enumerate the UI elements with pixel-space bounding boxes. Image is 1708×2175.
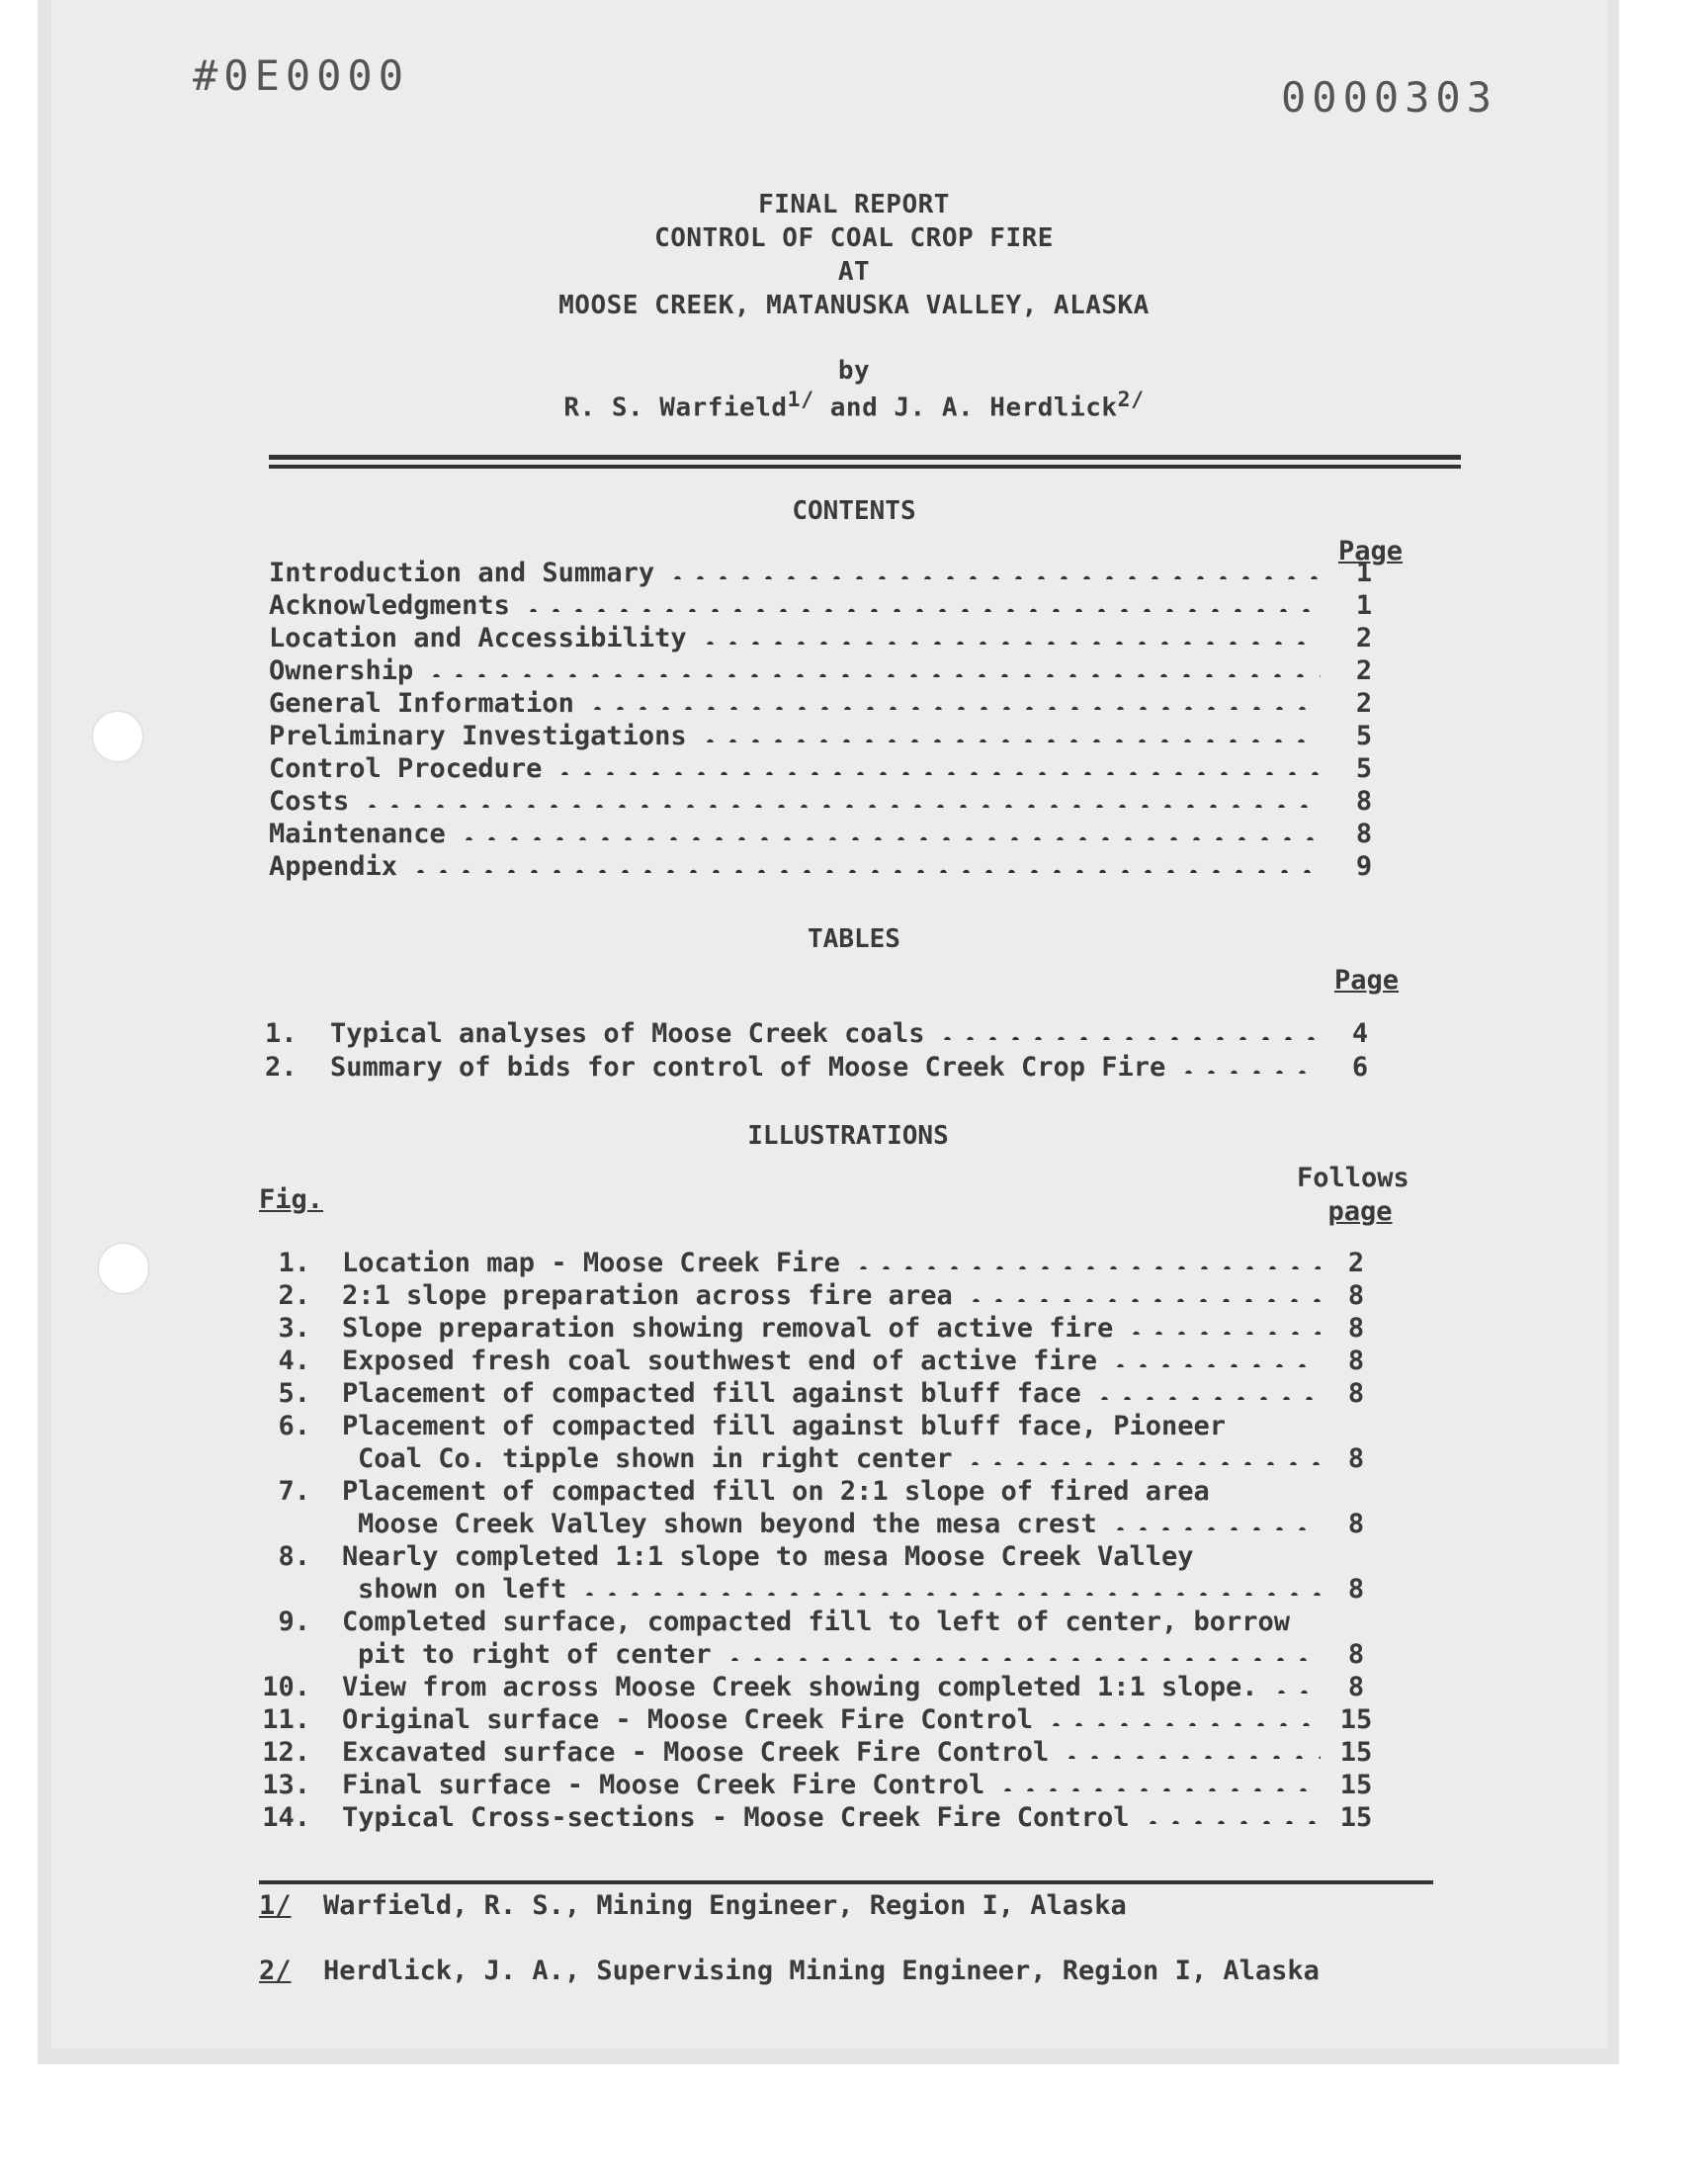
figure-caption-line: Completed surface, compacted fill to left of center, borrow — [342, 1607, 1291, 1637]
follows-page-label: page — [1327, 1196, 1393, 1227]
figure-number: 12. — [262, 1737, 310, 1768]
figure-leader — [964, 1461, 1321, 1465]
figure-number: 10. — [262, 1672, 310, 1702]
tables-page-label: Page — [1334, 965, 1400, 996]
contents-item-leader — [522, 608, 1321, 612]
figure-number: 7. — [278, 1476, 310, 1507]
figure-page: 8 — [1347, 1509, 1365, 1539]
figure-caption-line: Location map - Moose Creek Fire — [342, 1248, 840, 1278]
figure-page: 8 — [1347, 1574, 1365, 1605]
table-item-leader — [936, 1036, 1321, 1040]
footnote-1-text: Warfield, R. S., Mining Engineer, Region I, Alaska — [323, 1890, 1127, 1921]
contents-item-label: Ownership — [269, 655, 414, 686]
table-item-number: 1. — [265, 1018, 298, 1049]
footnote-1 — [259, 1890, 1127, 1921]
author-b: and J. A. Herdlick — [813, 392, 1118, 423]
authors-line — [0, 384, 1708, 425]
follows-label: Follows — [1297, 1163, 1409, 1193]
footnote-rule — [259, 1880, 1433, 1884]
figure-leader — [1270, 1690, 1321, 1694]
figure-number: 2. — [278, 1280, 310, 1311]
title-line-4: MOOSE CREEK, MATANUSKA VALLEY, ALASKA — [558, 291, 1150, 320]
figure-number: 5. — [278, 1378, 310, 1409]
figure-caption-line: 2:1 slope preparation across fire area — [342, 1280, 953, 1311]
figure-page: 8 — [1347, 1346, 1365, 1376]
figure-number: 8. — [278, 1541, 310, 1572]
figure-caption-line: Placement of compacted fill against bluff face — [342, 1378, 1081, 1409]
report-title — [0, 188, 1708, 322]
figure-page: 8 — [1347, 1280, 1365, 1311]
contents-item-page: 8 — [1355, 819, 1373, 849]
contents-item-page: 2 — [1355, 623, 1373, 653]
contents-item-label: General Information — [269, 688, 574, 719]
contents-item-page: 5 — [1355, 753, 1373, 784]
figure-leader — [996, 1787, 1321, 1791]
figure-caption-line: Slope preparation showing removal of active fire — [342, 1313, 1114, 1344]
table-item-leader — [1177, 1070, 1321, 1074]
figure-leader — [965, 1298, 1321, 1302]
figure-page: 15 — [1339, 1737, 1373, 1768]
contents-item-page: 2 — [1355, 688, 1373, 719]
author-a: R. S. Warfield — [563, 392, 788, 423]
figure-caption-line: View from across Moose Creek showing completed 1:1 slope. — [342, 1672, 1258, 1702]
figure-caption-line: shown on left — [358, 1574, 567, 1605]
figure-leader — [1045, 1722, 1321, 1726]
double-rule-bottom — [269, 465, 1461, 469]
contents-item-leader — [699, 739, 1321, 742]
figure-caption-line: Original surface - Moose Creek Fire Control — [342, 1704, 1033, 1735]
figure-leader — [1142, 1820, 1321, 1824]
contents-item-page: 1 — [1355, 558, 1373, 588]
figure-page: 8 — [1347, 1672, 1365, 1702]
figure-caption-line: Placement of compacted fill against bluff face, Pioneer — [342, 1411, 1227, 1441]
contents-item-page: 9 — [1355, 851, 1373, 882]
contents-item-leader — [425, 673, 1321, 677]
contents-item-leader — [554, 771, 1321, 775]
contents-item-label: Control Procedure — [269, 753, 543, 784]
figure-caption-line: Exposed fresh coal southwest end of active fire — [342, 1346, 1098, 1376]
title-line-1: FINAL REPORT — [758, 190, 950, 219]
contents-item-label: Costs — [269, 786, 350, 817]
stamp-left: #0E0000 — [193, 51, 410, 100]
figure-caption-line: Moose Creek Valley shown beyond the mesa crest — [358, 1509, 1097, 1539]
table-item-label: Typical analyses of Moose Creek coals — [330, 1018, 925, 1049]
table-item-number: 2. — [265, 1052, 298, 1083]
figure-number: 11. — [262, 1704, 310, 1735]
contents-item-label: Appendix — [269, 851, 398, 882]
figure-leader — [1093, 1396, 1321, 1400]
contents-item-label: Acknowledgments — [269, 590, 510, 621]
figure-caption-line: Typical Cross-sections - Moose Creek Fire Control — [342, 1802, 1130, 1833]
illustrations-heading: ILLUSTRATIONS — [747, 1121, 949, 1151]
contents-item-leader — [361, 804, 1321, 808]
title-line-2: CONTROL OF COAL CROP FIRE — [654, 223, 1054, 253]
figure-page: 8 — [1347, 1443, 1365, 1474]
figure-caption-line: pit to right of center — [358, 1639, 712, 1670]
figure-leader — [852, 1265, 1321, 1269]
figure-number: 9. — [278, 1607, 310, 1637]
footnote-2 — [259, 1956, 1320, 1986]
contents-item-page: 1 — [1355, 590, 1373, 621]
stamp-right: 0000303 — [1281, 73, 1498, 122]
figure-page: 8 — [1347, 1313, 1365, 1344]
figure-caption-line: Nearly completed 1:1 slope to mesa Moose Creek Valley — [342, 1541, 1194, 1572]
contents-item-leader — [458, 836, 1321, 840]
figure-page: 15 — [1339, 1802, 1373, 1833]
double-rule-top — [269, 455, 1461, 460]
figure-number: 13. — [262, 1770, 310, 1800]
figure-leader — [724, 1657, 1321, 1661]
footnote-ref-2: 2/ — [1117, 388, 1145, 412]
contents-item-label: Location and Accessibility — [269, 623, 687, 653]
footnote-ref-1: 1/ — [787, 388, 814, 412]
fig-label: Fig. — [259, 1184, 324, 1215]
figure-leader — [578, 1592, 1321, 1596]
figure-leader — [1125, 1331, 1321, 1335]
figure-leader — [1109, 1526, 1321, 1530]
figure-number: 6. — [278, 1411, 310, 1441]
contents-heading: CONTENTS — [792, 496, 916, 526]
contents-page-label: Page — [1338, 536, 1404, 566]
figure-page: 2 — [1347, 1248, 1365, 1278]
figure-leader — [1109, 1363, 1321, 1367]
contents-item-page: 8 — [1355, 786, 1373, 817]
figure-caption-line: Excavated surface - Moose Creek Fire Control — [342, 1737, 1050, 1768]
contents-item-label: Maintenance — [269, 819, 446, 849]
contents-item-label: Introduction and Summary — [269, 558, 655, 588]
figure-number: 1. — [278, 1248, 310, 1278]
figure-caption-line: Coal Co. tipple shown in right center — [358, 1443, 953, 1474]
contents-item-label: Preliminary Investigations — [269, 721, 687, 751]
figure-page: 8 — [1347, 1639, 1365, 1670]
figure-number: 14. — [262, 1802, 310, 1833]
figure-page: 15 — [1339, 1704, 1373, 1735]
contents-item-page: 5 — [1355, 721, 1373, 751]
table-item-page: 6 — [1351, 1052, 1369, 1083]
contents-item-leader — [666, 575, 1321, 579]
figure-leader — [1061, 1755, 1321, 1759]
footnote-2-text: Herdlick, J. A., Supervising Mining Engineer, Region I, Alaska — [323, 1956, 1320, 1986]
contents-item-page: 2 — [1355, 655, 1373, 686]
footnote-2-mark: 2/ — [259, 1956, 292, 1986]
tables-heading: TABLES — [808, 924, 900, 954]
title-line-3: AT — [837, 257, 871, 287]
punch-hole-lower — [99, 1244, 148, 1293]
figure-caption-line: Placement of compacted fill on 2:1 slope of fired area — [342, 1476, 1210, 1507]
figure-number: 3. — [278, 1313, 310, 1344]
figure-page: 8 — [1347, 1378, 1365, 1409]
contents-item-leader — [409, 869, 1321, 873]
by-line: by — [837, 356, 871, 386]
table-item-label: Summary of bids for control of Moose Creek Crop Fire — [330, 1052, 1166, 1083]
figure-caption-line: Final surface - Moose Creek Fire Control — [342, 1770, 985, 1800]
figure-number: 4. — [278, 1346, 310, 1376]
footnote-1-mark: 1/ — [259, 1890, 292, 1921]
figure-page: 15 — [1339, 1770, 1373, 1800]
contents-item-leader — [699, 641, 1321, 645]
punch-hole-upper — [93, 712, 142, 761]
contents-item-leader — [586, 706, 1321, 710]
table-item-page: 4 — [1351, 1018, 1369, 1049]
